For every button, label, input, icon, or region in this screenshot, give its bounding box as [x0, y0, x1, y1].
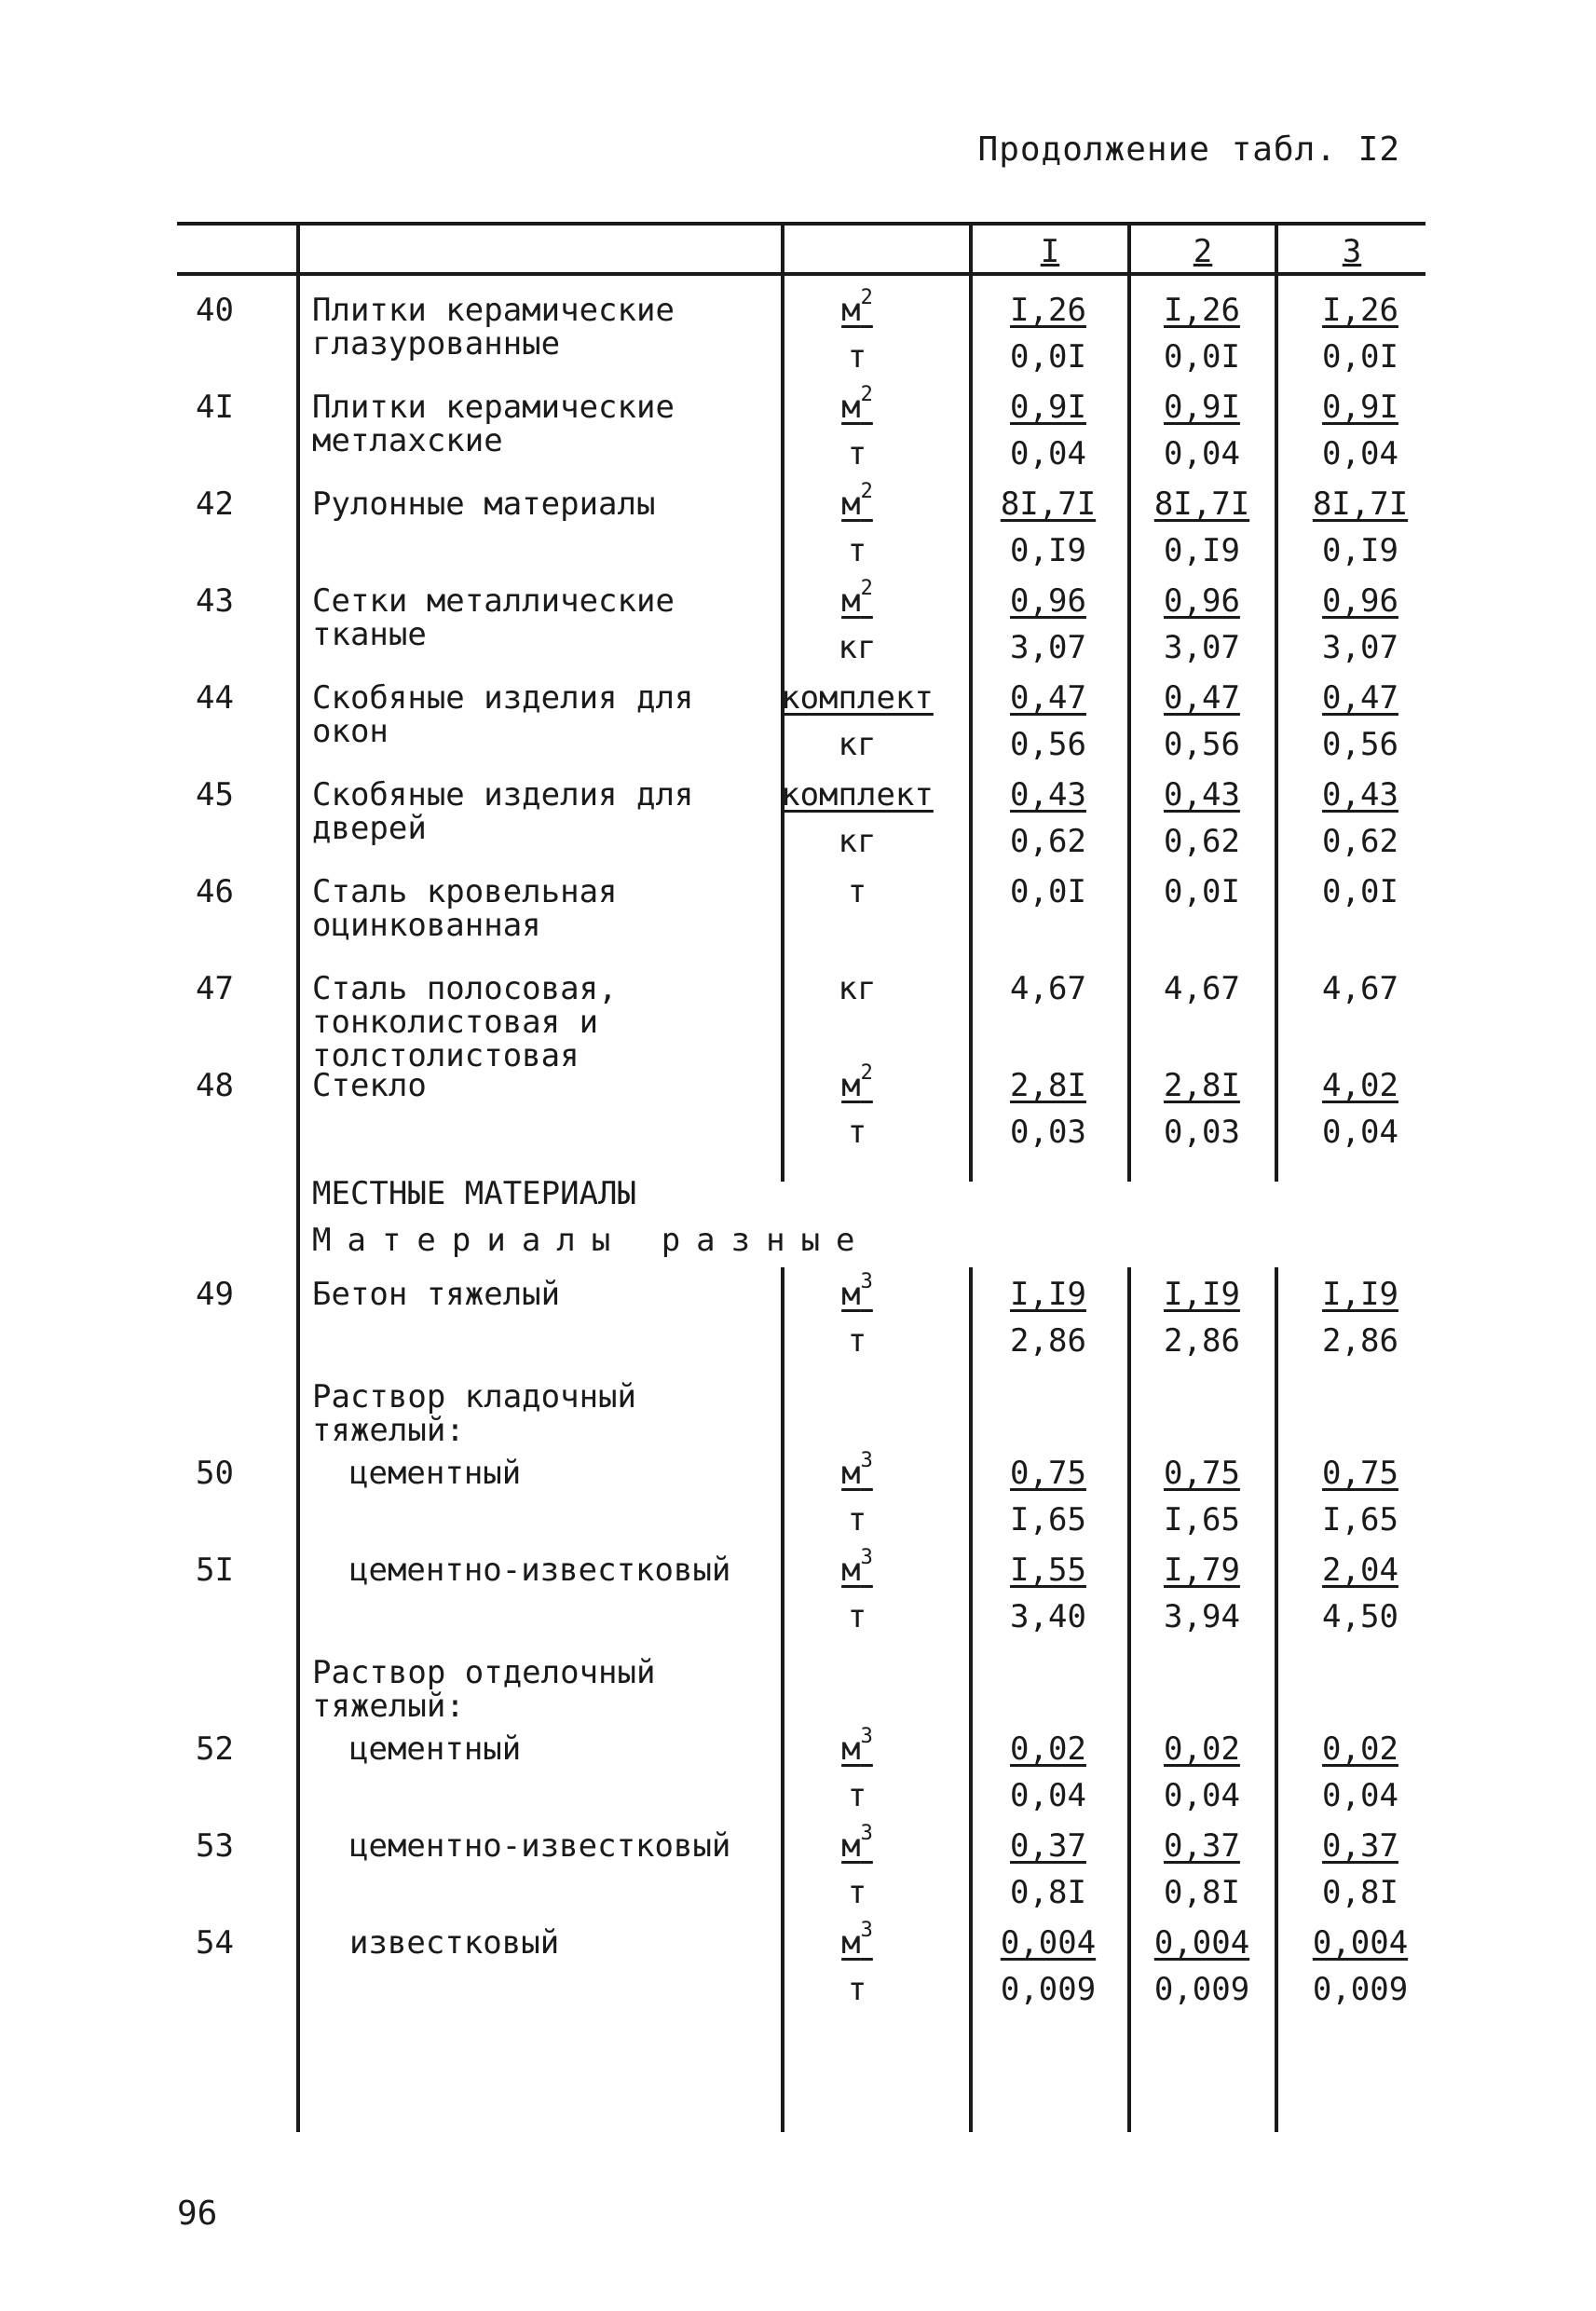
value-col-1: 0,03 [1010, 1114, 1086, 1151]
header-bottom-rule [177, 272, 1425, 276]
material-name: Сетки металлические тканые [312, 582, 675, 653]
unit-text: т [847, 1114, 867, 1151]
value-col-1: I,26 [1010, 292, 1086, 329]
unit-of-measure [773, 825, 941, 858]
value-col-1: 0,004 [1000, 1924, 1097, 1962]
value-col-1: 0,0I [1010, 873, 1086, 910]
unit-of-measure [773, 1324, 941, 1358]
value-col-1: 0,96 [1010, 582, 1086, 620]
column-rule-v2-lower [1275, 1267, 1278, 2132]
header-col-1: I [1040, 233, 1060, 270]
unit-text: м [841, 389, 861, 426]
unit-of-measure [773, 631, 941, 664]
value-col-3: I,26 [1322, 292, 1398, 329]
unit-of-measure [773, 681, 941, 715]
unit-of-measure [773, 1919, 941, 1962]
unit-text: т [847, 338, 867, 376]
unit-of-measure [773, 875, 941, 909]
value-col-3: 0,8I [1322, 1874, 1398, 1911]
value-col-3: 0,96 [1322, 582, 1398, 620]
column-rule-unit [969, 222, 973, 1182]
unit-of-measure [773, 577, 941, 620]
row-number: 50 [196, 1455, 234, 1492]
material-name: цементный [349, 1455, 522, 1492]
unit-of-measure [773, 1270, 941, 1313]
material-name: известковый [349, 1924, 560, 1962]
value-col-3: 4,50 [1322, 1598, 1398, 1635]
material-name: цементный [349, 1730, 522, 1768]
value-col-1: 0,02 [1010, 1730, 1086, 1768]
unit-of-measure [773, 1600, 941, 1634]
value-col-1: 0,75 [1010, 1455, 1086, 1492]
unit-text: т [847, 532, 867, 569]
unit-of-measure [773, 1725, 941, 1768]
unit-text: т [847, 1501, 867, 1538]
unit-of-measure [773, 1546, 941, 1589]
value-col-2: 0,43 [1164, 776, 1240, 814]
unit-exponent: 2 [860, 286, 873, 309]
value-col-2: 2,8I [1164, 1067, 1240, 1104]
unit-text: м [841, 582, 861, 620]
unit-exponent: 3 [860, 1822, 873, 1845]
value-col-2: 3,07 [1164, 629, 1240, 666]
material-name: Стекло [312, 1067, 427, 1104]
unit-of-measure [773, 534, 941, 567]
unit-exponent: 2 [860, 1061, 873, 1085]
unit-exponent: 2 [860, 480, 873, 503]
unit-of-measure [773, 1779, 941, 1812]
value-col-1: 0,I9 [1010, 532, 1086, 569]
row-number: 49 [196, 1276, 234, 1313]
unit-text: т [847, 1971, 867, 2008]
unit-exponent: 3 [860, 1725, 873, 1748]
unit-text: т [847, 1777, 867, 1814]
row-number: 52 [196, 1730, 234, 1768]
value-col-2: 4,67 [1164, 970, 1240, 1007]
material-name: Сталь полосовая, тонколистовая и толстолистовая [312, 970, 618, 1074]
value-col-3: 0,75 [1322, 1455, 1398, 1492]
row-number: 40 [196, 292, 234, 329]
material-name: Бетон тяжелый [312, 1276, 561, 1313]
table-caption: Продолжение табл. I2 [977, 130, 1400, 169]
value-col-3: 0,0I [1322, 338, 1398, 376]
value-col-1: 0,04 [1010, 1777, 1086, 1814]
unit-of-measure [773, 1503, 941, 1537]
unit-exponent: 3 [860, 1270, 873, 1293]
unit-text: т [847, 435, 867, 472]
value-col-3: 0,04 [1322, 1114, 1398, 1151]
group-title-masonry-mortar: Раствор кладочный тяжелый: [312, 1378, 636, 1449]
unit-text: м [841, 1730, 861, 1768]
value-col-3: 0,43 [1322, 776, 1398, 814]
column-rule-v2 [1275, 222, 1278, 1182]
unit-exponent: 3 [860, 1919, 873, 1942]
value-col-3: 0,009 [1312, 1971, 1409, 2008]
row-number: 42 [196, 485, 234, 523]
value-col-2: 0,0I [1164, 873, 1240, 910]
value-col-2: 0,009 [1153, 1971, 1250, 2008]
row-number: 47 [196, 970, 234, 1007]
unit-of-measure [773, 286, 941, 329]
unit-text: м [841, 1455, 861, 1492]
unit-text: т [847, 1322, 867, 1360]
value-col-1: 3,40 [1010, 1598, 1086, 1635]
value-col-2: 3,94 [1164, 1598, 1240, 1635]
value-col-3: 4,02 [1322, 1067, 1398, 1104]
material-name: Плитки керамические глазурованные [312, 292, 675, 362]
value-col-2: 0,04 [1164, 435, 1240, 472]
column-rule-v1-lower [1127, 1267, 1131, 2132]
value-col-2: I,65 [1164, 1501, 1240, 1538]
unit-of-measure [773, 778, 941, 812]
value-col-3: 0,04 [1322, 435, 1398, 472]
unit-text: т [847, 1874, 867, 1911]
material-name: цементно-известковый [349, 1827, 731, 1865]
material-name: Сталь кровельная оцинкованная [312, 873, 618, 944]
row-number: 54 [196, 1924, 234, 1962]
unit-text: кг [838, 629, 877, 666]
unit-of-measure [773, 972, 941, 1005]
value-col-2: 0,9I [1164, 389, 1240, 426]
value-col-1: 4,67 [1010, 970, 1086, 1007]
value-col-3: 2,04 [1322, 1552, 1398, 1589]
unit-of-measure [773, 480, 941, 523]
unit-text: комплект [781, 776, 934, 814]
unit-text: м [841, 292, 861, 329]
value-col-3: 8I,7I [1312, 485, 1409, 523]
value-col-1: 2,86 [1010, 1322, 1086, 1360]
value-col-3: 0,37 [1322, 1827, 1398, 1865]
unit-text: м [841, 1276, 861, 1313]
unit-of-measure [773, 1061, 941, 1104]
value-col-3: 0,62 [1322, 823, 1398, 860]
subsection-title: Материалы разные [312, 1222, 871, 1259]
unit-exponent: 2 [860, 383, 873, 406]
value-col-2: 0,02 [1164, 1730, 1240, 1768]
unit-of-measure [773, 1822, 941, 1865]
header-col-2: 2 [1193, 233, 1213, 270]
unit-of-measure [773, 728, 941, 761]
value-col-1: 0,04 [1010, 435, 1086, 472]
value-col-2: 0,37 [1164, 1827, 1240, 1865]
value-col-1: I,65 [1010, 1501, 1086, 1538]
material-name: Рулонные материалы [312, 485, 656, 523]
value-col-2: 0,8I [1164, 1874, 1240, 1911]
unit-text: м [841, 1924, 861, 1962]
value-col-3: 0,004 [1312, 1924, 1409, 1962]
unit-text: т [847, 1598, 867, 1635]
value-col-1: 2,8I [1010, 1067, 1086, 1104]
value-col-3: 0,0I [1322, 873, 1398, 910]
value-col-2: 0,47 [1164, 679, 1240, 717]
value-col-3: 0,9I [1322, 389, 1398, 426]
unit-exponent: 2 [860, 577, 873, 600]
value-col-1: 0,47 [1010, 679, 1086, 717]
row-number: 5I [196, 1552, 234, 1589]
group-title-finishing-mortar: Раствор отделочный тяжелый: [312, 1654, 656, 1725]
row-number: 46 [196, 873, 234, 910]
unit-text: комплект [781, 679, 934, 717]
value-col-3: 0,02 [1322, 1730, 1398, 1768]
unit-text: кг [838, 726, 877, 763]
unit-text: т [847, 873, 867, 910]
value-col-1: 0,009 [1000, 1971, 1097, 2008]
value-col-2: 0,0I [1164, 338, 1240, 376]
unit-text: м [841, 1067, 861, 1104]
value-col-3: 2,86 [1322, 1322, 1398, 1360]
unit-of-measure [773, 383, 941, 426]
value-col-1: 0,0I [1010, 338, 1086, 376]
unit-exponent: 3 [860, 1449, 873, 1472]
unit-of-measure [773, 437, 941, 471]
value-col-3: 0,I9 [1322, 532, 1398, 569]
row-number: 4I [196, 389, 234, 426]
value-col-1: I,55 [1010, 1552, 1086, 1589]
column-rule-unit-lower [969, 1267, 973, 2132]
unit-exponent: 3 [860, 1546, 873, 1569]
value-col-2: 0,56 [1164, 726, 1240, 763]
value-col-3: 3,07 [1322, 629, 1398, 666]
value-col-2: I,I9 [1164, 1276, 1240, 1313]
material-name: Скобяные изделия для дверей [312, 776, 694, 847]
column-rule-number [296, 222, 300, 2132]
value-col-3: 4,67 [1322, 970, 1398, 1007]
value-col-1: 0,9I [1010, 389, 1086, 426]
unit-of-measure [773, 1449, 941, 1492]
value-col-1: 0,43 [1010, 776, 1086, 814]
unit-text: м [841, 485, 861, 523]
value-col-2: 0,004 [1153, 1924, 1250, 1962]
row-number: 44 [196, 679, 234, 717]
value-col-1: 0,37 [1010, 1827, 1086, 1865]
unit-text: кг [838, 970, 877, 1007]
value-col-1: 3,07 [1010, 629, 1086, 666]
column-rule-v1 [1127, 222, 1131, 1182]
value-col-2: 0,62 [1164, 823, 1240, 860]
value-col-2: 0,04 [1164, 1777, 1240, 1814]
section-title: МЕСТНЫЕ МАТЕРИАЛЫ [312, 1175, 636, 1212]
unit-text: кг [838, 823, 877, 860]
row-number: 45 [196, 776, 234, 814]
unit-text: м [841, 1552, 861, 1589]
page-number: 96 [177, 2195, 218, 2233]
value-col-3: 0,04 [1322, 1777, 1398, 1814]
material-name: Скобяные изделия для окон [312, 679, 694, 750]
value-col-2: 0,75 [1164, 1455, 1240, 1492]
value-col-2: 0,I9 [1164, 532, 1240, 569]
value-col-3: I,I9 [1322, 1276, 1398, 1313]
value-col-3: 0,56 [1322, 726, 1398, 763]
material-name: цементно-известковый [349, 1552, 731, 1589]
value-col-2: 8I,7I [1153, 485, 1250, 523]
value-col-2: 2,86 [1164, 1322, 1240, 1360]
unit-of-measure [773, 1973, 941, 2006]
unit-of-measure [773, 1115, 941, 1149]
value-col-1: 0,62 [1010, 823, 1086, 860]
value-col-3: I,65 [1322, 1501, 1398, 1538]
value-col-1: I,I9 [1010, 1276, 1086, 1313]
table-top-rule [177, 222, 1425, 226]
value-col-2: I,26 [1164, 292, 1240, 329]
value-col-3: 0,47 [1322, 679, 1398, 717]
value-col-1: 0,8I [1010, 1874, 1086, 1911]
value-col-2: 0,96 [1164, 582, 1240, 620]
value-col-1: 0,56 [1010, 726, 1086, 763]
unit-of-measure [773, 1876, 941, 1909]
row-number: 53 [196, 1827, 234, 1865]
unit-text: м [841, 1827, 861, 1865]
value-col-2: 0,03 [1164, 1114, 1240, 1151]
value-col-2: I,79 [1164, 1552, 1240, 1589]
value-col-1: 8I,7I [1000, 485, 1097, 523]
material-name: Плитки керамические метлахские [312, 389, 675, 459]
header-col-3: 3 [1342, 233, 1362, 270]
row-number: 43 [196, 582, 234, 620]
unit-of-measure [773, 340, 941, 374]
row-number: 48 [196, 1067, 234, 1104]
